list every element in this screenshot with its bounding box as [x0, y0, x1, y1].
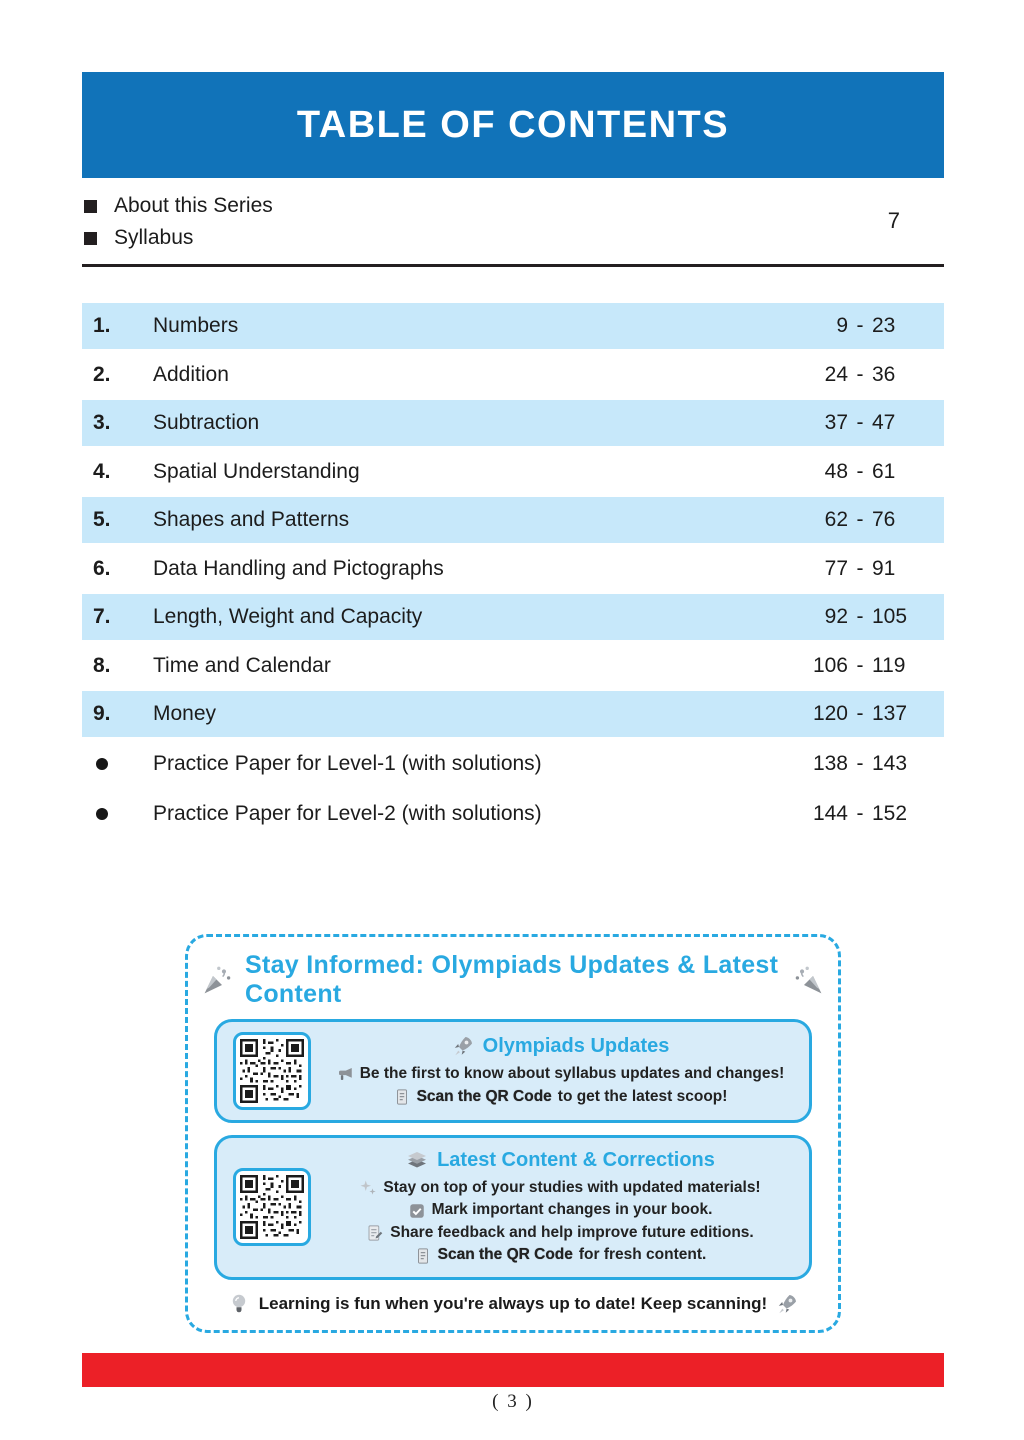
square-bullet-icon	[84, 232, 97, 245]
latest-content-card	[214, 1135, 812, 1280]
toc-row-length-weight-capacity	[82, 594, 944, 640]
page-number: ( 3 )	[492, 1390, 534, 1412]
practice-paper-title: Practice Paper for Level-2 (with solutions)	[153, 802, 542, 825]
chapter-title: Time and Calendar	[153, 653, 331, 677]
stay-informed-box	[185, 934, 841, 1333]
card-line: Be the first to know about syllabus updates and changes!	[327, 1063, 793, 1085]
page-range: 106 - 119	[812, 653, 906, 677]
page-range: 77 - 91	[824, 556, 896, 580]
circle-bullet-icon	[96, 758, 108, 770]
footer-red-bar	[82, 1353, 944, 1387]
card-line: Stay on top of your studies with updated materials!	[327, 1177, 793, 1199]
chapter-title: Subtraction	[153, 411, 260, 434]
page-range: 92 - 105	[824, 605, 908, 628]
chapter-list	[82, 303, 944, 838]
rocket-icon	[451, 1034, 475, 1058]
card-line: Share feedback and help improve future editions.	[327, 1222, 793, 1244]
toc-row-spatial-understanding	[82, 449, 944, 495]
page-range: 48 - 61	[824, 459, 896, 483]
megaphone-icon	[336, 1065, 354, 1083]
toc-entry-about-series	[82, 190, 944, 222]
card-title-row	[327, 1034, 793, 1058]
receipt-icon	[393, 1088, 411, 1106]
circle-bullet-icon	[96, 808, 108, 820]
chapter-title: Shapes and Patterns	[153, 508, 350, 531]
party-popper-icon	[793, 965, 824, 996]
party-popper-icon	[202, 965, 233, 996]
chapter-number: 7.	[93, 605, 111, 628]
page-range: 62 - 76	[824, 508, 896, 531]
toc-row-data-handling	[82, 546, 944, 592]
chapter-number: 2.	[93, 362, 111, 386]
toc-row-time-calendar	[82, 643, 944, 689]
chapter-title: Numbers	[153, 314, 239, 337]
toc-header-bar	[82, 72, 944, 178]
page-range: 37 - 47	[824, 411, 896, 434]
books-icon	[405, 1148, 429, 1172]
chapter-title: Data Handling and Pictographs	[153, 556, 444, 580]
chapter-number: 9.	[93, 702, 111, 725]
checkbox-icon	[408, 1202, 426, 1220]
front-matter-section	[82, 178, 944, 258]
page-range: 120 - 137	[812, 702, 908, 725]
front-matter-label: About this Series	[114, 194, 273, 217]
toc-row-subtraction	[82, 400, 944, 446]
page-title: TABLE OF CONTENTS	[296, 103, 730, 146]
practice-paper-title: Practice Paper for Level-1 (with solutions)	[153, 751, 542, 775]
olympiads-updates-card	[214, 1019, 812, 1123]
chapter-title: Length, Weight and Capacity	[153, 605, 423, 628]
page-range: 24 - 36	[824, 362, 896, 386]
card-text	[327, 1034, 793, 1108]
card-title: Olympiads Updates	[482, 1034, 670, 1057]
toc-row-addition	[82, 352, 944, 398]
page-range: 9 - 23	[836, 314, 896, 337]
info-box-footer	[202, 1292, 824, 1316]
card-line: Scan the QR Code to get the latest scoop!	[327, 1086, 793, 1108]
qr-code-olympiads-updates	[233, 1032, 311, 1110]
divider-rule	[82, 264, 944, 267]
chapter-title: Spatial Understanding	[153, 459, 360, 483]
info-box-title-row	[202, 951, 824, 1009]
page-content	[82, 0, 944, 1413]
square-bullet-icon	[84, 200, 97, 213]
chapter-number: 4.	[93, 459, 111, 483]
sparkles-icon	[359, 1179, 377, 1197]
toc-row-money	[82, 691, 944, 737]
page-range: 138 - 143	[812, 751, 908, 775]
toc-entry-syllabus	[82, 222, 944, 254]
chapter-number: 8.	[93, 653, 111, 677]
receipt-icon	[414, 1247, 432, 1265]
chapter-title: Addition	[153, 362, 229, 386]
memo-icon	[366, 1224, 384, 1242]
card-title: Latest Content & Corrections	[437, 1148, 715, 1171]
card-title-row	[327, 1148, 793, 1172]
chapter-number: 3.	[93, 411, 111, 434]
chapter-number: 5.	[93, 508, 111, 531]
chapter-number: 6.	[93, 556, 111, 580]
chapter-number: 1.	[93, 314, 111, 337]
front-matter-page-number: 7	[887, 208, 900, 234]
toc-row-practice-paper-1	[82, 740, 944, 788]
info-box-footer-text: Learning is fun when you're always up to date! Keep scanning!	[258, 1293, 768, 1313]
lightbulb-icon	[227, 1292, 251, 1316]
toc-row-numbers	[82, 303, 944, 349]
rocket-icon	[775, 1292, 799, 1316]
qr-code-latest-content	[233, 1168, 311, 1246]
chapter-title: Money	[153, 702, 217, 725]
page-range: 144 - 152	[812, 802, 908, 825]
card-line: Mark important changes in your book.	[327, 1199, 793, 1221]
info-box-title: Stay Informed: Olympiads Updates & Latest Content	[245, 951, 779, 1008]
toc-row-shapes-patterns	[82, 497, 944, 543]
card-line: Scan the QR Code for fresh content.	[327, 1244, 793, 1266]
card-text	[327, 1148, 793, 1267]
toc-row-practice-paper-2	[82, 790, 944, 838]
front-matter-label: Syllabus	[114, 226, 194, 249]
